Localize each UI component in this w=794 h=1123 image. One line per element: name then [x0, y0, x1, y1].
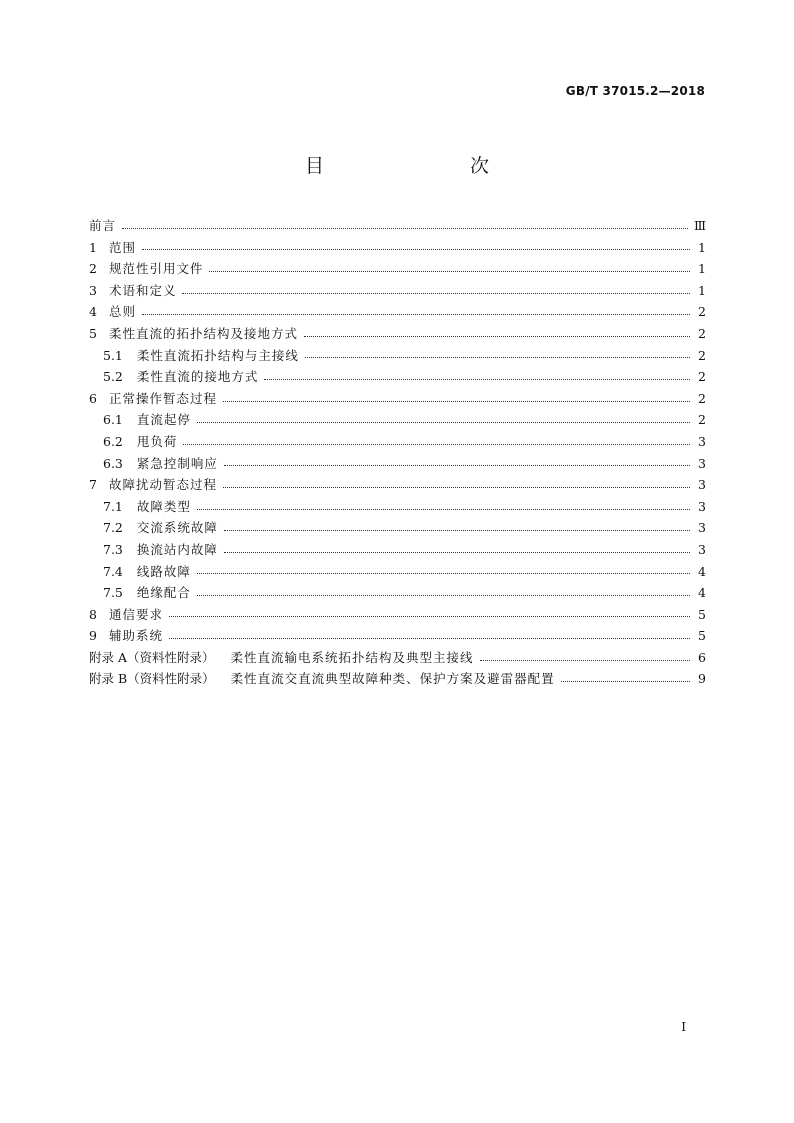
toc-leader-dots [183, 443, 690, 445]
toc-entry-number: 6.1 [103, 412, 123, 428]
toc-entry-page: 2 [698, 304, 706, 320]
toc-entry-label: 前言 [89, 218, 117, 233]
toc-leader-dots [224, 529, 690, 531]
toc-entry[interactable] [89, 496, 706, 518]
toc-entry[interactable] [89, 474, 706, 496]
toc-entry-label: 柔性直流的接地方式 [136, 369, 259, 385]
toc-entry[interactable] [89, 647, 706, 669]
toc-entry[interactable] [89, 345, 706, 367]
toc-entry-page: 3 [698, 520, 706, 536]
toc-entry-label: 柔性直流的拓扑结构及接地方式 [108, 325, 298, 341]
toc-entry-number: 附录 A（资料性附录） [89, 649, 215, 665]
toc-entry-page: 3 [698, 477, 706, 493]
toc-entry[interactable] [89, 388, 706, 410]
toc-entry[interactable] [89, 258, 706, 280]
toc-entry[interactable] [89, 582, 706, 604]
toc-entry-number: 6.2 [103, 433, 123, 449]
toc-entry-number: 3 [89, 282, 97, 298]
toc-leader-dots [223, 400, 690, 402]
toc-entry-number: 1 [89, 239, 97, 255]
toc-entry[interactable] [89, 561, 706, 583]
toc-entry-label: 甩负荷 [136, 433, 178, 449]
toc-leader-dots [197, 508, 690, 510]
toc-entry-number: 2 [89, 261, 97, 277]
toc-entry-label: 通信要求 [108, 606, 163, 622]
toc-entry[interactable] [89, 280, 706, 302]
toc-entry-label: 辅助系统 [108, 628, 163, 644]
table-of-contents [89, 215, 706, 690]
toc-entry-label: 柔性直流输电系统拓扑结构及典型主接线 [230, 649, 474, 665]
toc-entry[interactable] [89, 517, 706, 539]
toc-entry-number: 7 [89, 477, 97, 493]
toc-entry-page: 2 [698, 412, 706, 428]
toc-entry-label: 直流起停 [136, 412, 191, 428]
toc-entry-number: 7.2 [103, 520, 123, 536]
toc-leader-dots [224, 551, 690, 553]
toc-entry-page: 4 [698, 563, 706, 579]
toc-entry[interactable] [89, 409, 706, 431]
toc-entry-page: 2 [698, 347, 706, 363]
toc-entry-label: 绝缘配合 [136, 585, 191, 601]
toc-entry-label: 紧急控制响应 [136, 455, 218, 471]
toc-entry-label: 总则 [108, 304, 136, 320]
toc-entry-label: 线路故障 [136, 563, 191, 579]
toc-leader-dots [480, 659, 690, 661]
toc-entry-page: 9 [698, 671, 706, 687]
toc-entry-page: 1 [698, 282, 706, 298]
toc-entry-label: 柔性直流交直流典型故障种类、保护方案及避雷器配置 [230, 671, 555, 687]
toc-leader-dots [182, 292, 690, 294]
toc-leader-dots [197, 421, 690, 423]
toc-leader-dots [224, 464, 690, 466]
toc-entry-page: 4 [698, 585, 706, 601]
toc-entry-page: Ⅲ [693, 218, 706, 233]
toc-leader-dots [142, 313, 690, 315]
toc-entry-label: 术语和定义 [108, 282, 177, 298]
toc-entry-label: 范围 [108, 239, 136, 255]
toc-entry-label: 故障扰动暂态过程 [108, 477, 217, 493]
toc-entry-number: 9 [89, 628, 97, 644]
toc-leader-dots [122, 227, 688, 229]
toc-entry-number: 7.4 [103, 563, 123, 579]
toc-leader-dots [169, 637, 690, 639]
toc-entry-page: 5 [698, 606, 706, 622]
toc-leader-dots [209, 270, 690, 272]
toc-leader-dots [169, 615, 690, 617]
toc-entry[interactable] [89, 453, 706, 475]
toc-leader-dots [142, 248, 690, 250]
toc-entry-page: 1 [698, 261, 706, 277]
toc-entry-label: 换流站内故障 [136, 541, 218, 557]
toc-entry-page: 5 [698, 628, 706, 644]
toc-leader-dots [561, 680, 690, 682]
toc-entry-label: 正常操作暂态过程 [108, 390, 217, 406]
toc-entry[interactable] [89, 625, 706, 647]
toc-entry-number: 7.5 [103, 585, 123, 601]
toc-entry-page: 1 [698, 239, 706, 255]
toc-leader-dots [305, 356, 690, 358]
toc-entry[interactable] [89, 668, 706, 690]
toc-entry[interactable] [89, 539, 706, 561]
toc-entry[interactable] [89, 215, 706, 237]
toc-entry-number: 5.1 [103, 347, 123, 363]
toc-entry-number: 8 [89, 606, 97, 622]
toc-entry-page: 3 [698, 498, 706, 514]
toc-entry[interactable] [89, 604, 706, 626]
toc-entry-page: 3 [698, 455, 706, 471]
toc-entry-number: 6.3 [103, 455, 123, 471]
toc-entry-page: 2 [698, 325, 706, 341]
toc-entry-page: 3 [698, 433, 706, 449]
toc-entry-page: 6 [698, 649, 706, 665]
toc-entry-label: 柔性直流拓扑结构与主接线 [136, 347, 299, 363]
toc-entry-page: 2 [698, 390, 706, 406]
toc-entry-page: 2 [698, 369, 706, 385]
toc-leader-dots [264, 378, 690, 380]
toc-entry-number: 5.2 [103, 369, 123, 385]
toc-leader-dots [197, 572, 690, 574]
toc-entry-label: 交流系统故障 [136, 520, 218, 536]
toc-entry[interactable] [89, 431, 706, 453]
toc-entry-label: 规范性引用文件 [108, 261, 204, 277]
standard-code: GB/T 37015.2—2018 [565, 84, 705, 98]
page-title: 目 次 [304, 155, 525, 177]
toc-leader-dots [304, 335, 690, 337]
toc-entry[interactable] [89, 323, 706, 345]
toc-entry[interactable] [89, 301, 706, 323]
toc-entry-page: 3 [698, 541, 706, 557]
toc-entry-number: 7.3 [103, 541, 123, 557]
toc-entry-number: 附录 B（资料性附录） [89, 671, 215, 687]
page-number: I [681, 1020, 686, 1034]
toc-entry-number: 6 [89, 390, 97, 406]
toc-entry-number: 7.1 [103, 498, 123, 514]
toc-entry-label: 故障类型 [136, 498, 191, 514]
toc-entry[interactable] [89, 237, 706, 259]
toc-entry[interactable] [89, 366, 706, 388]
toc-leader-dots [223, 486, 690, 488]
toc-entry-number: 4 [89, 304, 97, 320]
toc-leader-dots [197, 594, 690, 596]
toc-entry-number: 5 [89, 325, 97, 341]
